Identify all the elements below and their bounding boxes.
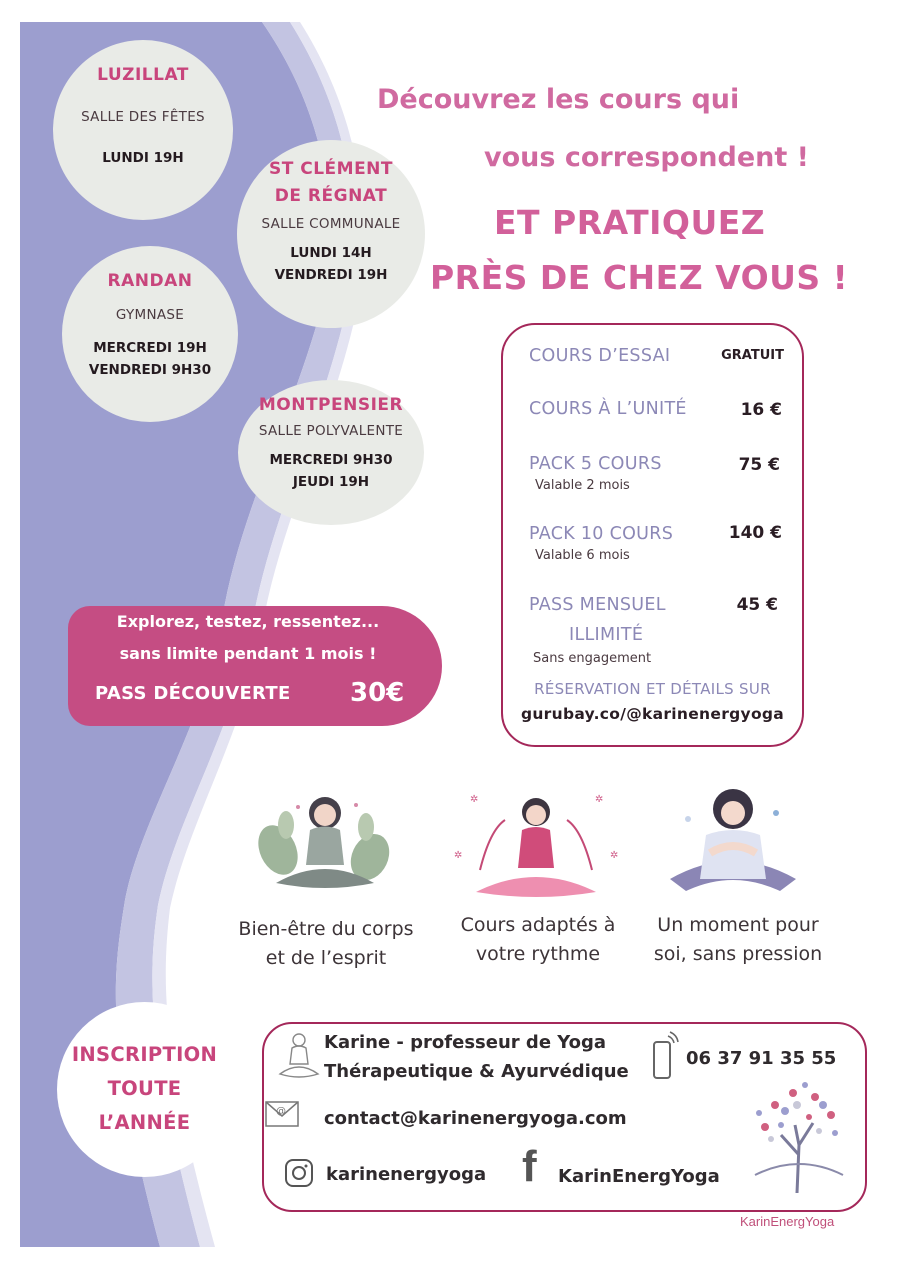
location-luzillat <box>53 40 233 220</box>
inscription-line: TOUTE <box>107 1077 182 1100</box>
location-city: LUZILLAT <box>97 65 189 85</box>
location-place: SALLE DES FÊTES <box>81 109 205 125</box>
price-value: 45 € <box>736 595 778 615</box>
caption-line: votre rythme <box>475 943 601 965</box>
location-montpensier <box>238 380 424 525</box>
location-time: VENDREDI 19H <box>274 267 388 283</box>
karinenergyoga-logo <box>735 1075 865 1195</box>
headline-line4: PRÈS DE CHEZ VOUS ! <box>430 258 849 297</box>
email-address[interactable]: contact@karinenergyoga.com <box>324 1108 627 1129</box>
location-city: RANDAN <box>107 271 193 291</box>
pass-price: 30€ <box>350 678 405 708</box>
price-note: Valable 6 mois <box>535 548 630 563</box>
location-city: MONTPENSIER <box>258 395 404 415</box>
location-city: DE RÉGNAT <box>274 186 388 206</box>
caption-line: Bien-être du corps <box>238 918 414 940</box>
inscription-line: INSCRIPTION <box>71 1043 218 1066</box>
inscription-badge <box>57 1002 232 1177</box>
headline-line1: Découvrez les cours qui <box>377 84 740 115</box>
instagram-icon <box>284 1158 314 1188</box>
instagram-handle[interactable]: karinenergyoga <box>326 1164 487 1185</box>
price-label: COURS À L’UNITÉ <box>529 399 687 419</box>
price-value: GRATUIT <box>721 348 784 363</box>
price-label: ILLIMITÉ <box>569 625 644 645</box>
location-st-clement <box>237 140 425 328</box>
location-place: SALLE COMMUNALE <box>261 216 401 232</box>
facebook-icon: f <box>522 1142 537 1191</box>
teacher-name: Karine - professeur de Yoga <box>324 1032 607 1053</box>
teacher-specialty: Thérapeutique & Ayurvédique <box>324 1061 629 1082</box>
location-place: SALLE POLYVALENTE <box>258 423 404 439</box>
price-label: PACK 5 COURS <box>529 454 662 474</box>
location-time: MERCREDI 19H <box>93 340 207 356</box>
price-note: Valable 2 mois <box>535 478 630 493</box>
caption-line: soi, sans pression <box>653 943 823 965</box>
location-city: ST CLÉMENT <box>268 159 394 179</box>
pass-line2: sans limite pendant 1 mois ! <box>119 644 377 663</box>
price-value: 16 € <box>740 400 782 420</box>
inscription-line: L’ANNÉE <box>98 1111 191 1134</box>
reservation-link[interactable]: gurubay.co/@karinenergyoga <box>520 705 785 723</box>
svg-text:✲: ✲ <box>470 794 479 805</box>
caption-line: et de l’esprit <box>265 947 387 969</box>
meditating-woman-green-icon <box>258 785 392 895</box>
phone-icon <box>644 1030 680 1082</box>
woman-self-hug-icon <box>660 783 806 895</box>
price-value: 75 € <box>738 455 780 475</box>
pricing-box <box>501 323 804 747</box>
location-place: GYMNASE <box>115 307 185 323</box>
location-time: MERCREDI 9H30 <box>269 452 393 468</box>
svg-text:✲: ✲ <box>454 850 463 861</box>
price-label: PACK 10 COURS <box>529 524 674 544</box>
location-time: JEUDI 19H <box>292 474 370 490</box>
facebook-page[interactable]: KarinEnergYoga <box>558 1166 720 1187</box>
caption-line: Un moment pour <box>657 914 819 936</box>
caption-line: Cours adaptés à <box>460 914 616 936</box>
phone-number[interactable]: 06 37 91 35 55 <box>686 1048 837 1069</box>
headline-line2: vous correspondent ! <box>484 142 809 173</box>
location-time: VENDREDI 9H30 <box>88 362 212 378</box>
benefit-caption <box>638 911 838 969</box>
benefit-caption <box>226 915 426 973</box>
svg-text:✲: ✲ <box>610 850 619 861</box>
pass-line1: Explorez, testez, ressentez... <box>116 612 380 631</box>
location-time: LUNDI 19H <box>102 150 184 166</box>
location-time: LUNDI 14H <box>290 245 372 261</box>
benefit-caption <box>440 911 636 969</box>
envelope-icon <box>264 1094 300 1130</box>
price-value: 140 € <box>728 523 782 543</box>
price-note: Sans engagement <box>533 651 652 666</box>
price-label: PASS MENSUEL <box>529 595 666 615</box>
yoga-teacher-icon <box>276 1030 322 1082</box>
pass-name: PASS DÉCOUVERTE <box>95 683 291 704</box>
svg-text:✲: ✲ <box>595 794 604 805</box>
meditating-woman-pink-icon <box>450 790 622 902</box>
price-label: COURS D’ESSAI <box>529 346 671 366</box>
svg-text:@: @ <box>276 1106 286 1117</box>
pass-decouverte-banner <box>68 606 442 726</box>
reservation-label: RÉSERVATION ET DÉTAILS SUR <box>534 680 771 698</box>
location-randan <box>62 246 238 422</box>
headline-line3: ET PRATIQUEZ <box>494 203 766 242</box>
logo-text: KarinEnergYoga <box>740 1214 835 1229</box>
